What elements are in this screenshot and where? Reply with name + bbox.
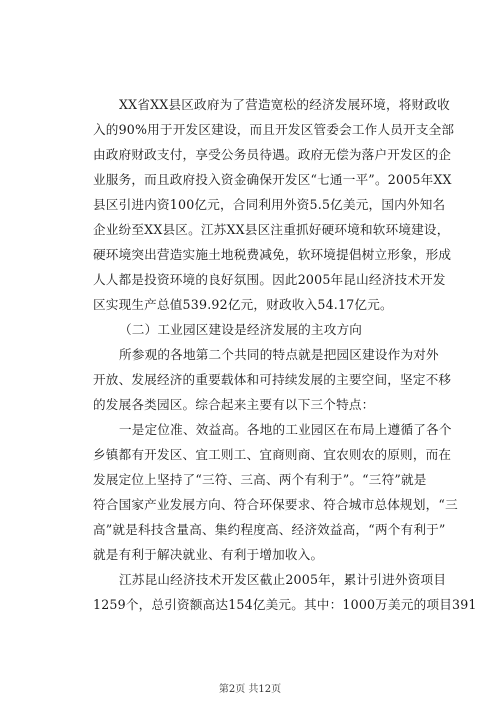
text-line: 江苏昆山经济技术开发区截止2005年，累计引进外资项目 (119, 572, 447, 587)
text-line: （二）工业园区建设是经济发展的主攻方向 (119, 322, 363, 337)
text-line: 区实现生产总值539.92亿元，财政收入54.17亿元。 (93, 297, 393, 312)
text-line: 人人都是投资环境的良好氛围。因此2005年昆山经济技术开发 (93, 272, 446, 287)
text-line: 符合国家产业发展方向、符合环保要求、符合城市总体规划，“三 (93, 497, 458, 512)
page-footer: 第2页 共12页 (218, 684, 282, 695)
text-line: 一是定位准、效益高。各地的工业园区在布局上遵循了各个 (119, 422, 452, 437)
text-line: 的发展各类园区。综合起来主要有以下三个特点： (93, 397, 375, 412)
text-line: 开放、发展经济的重要载体和可持续发展的主要空间，坚定不移 (93, 372, 452, 387)
text-line: 县区引进内资100亿元，合同利用外资5.5亿美元，国内外知名 (93, 197, 446, 212)
text-line: 乡镇都有开发区、宜工则工、宜商则商、宜农则农的原则，而在 (93, 447, 452, 462)
text-line: 入的90%用于开发区建设，而且开发区管委会工作人员开支全部 (93, 122, 455, 137)
text-line: 高”就是科技含量高、集约程度高、经济效益高，“两个有利于” (93, 522, 446, 537)
body-text (93, 92, 477, 617)
text-line: 业服务，而且政府投入资金确保开发区“七通一平”。2005年XX (93, 172, 452, 187)
text-line: 1259个，总引资额高达154亿美元。其中：1000万美元的项目391 (93, 597, 477, 612)
text-line: 由政府财政支付，享受公务员待遇。政府无偿为落户开发区的企 (93, 147, 452, 162)
text-line: 企业纷至XX县区。江苏XX县区注重抓好硬环境和软环境建设， (93, 222, 450, 237)
text-line: XX省XX县区政府为了营造宽松的经济发展环境，将财政收 (119, 97, 450, 112)
text-line: 所参观的各地第二个共同的特点就是把园区建设作为对外 (119, 347, 439, 362)
text-line: 发展定位上坚持了“三符、三高、两个有利于”。“三符”就是 (93, 472, 427, 487)
text-line: 就是有利于解决就业、有利于增加收入。 (93, 547, 324, 562)
text-line: 硬环境突出营造实施土地税费减免，软环境提倡树立形象，形成 (93, 247, 452, 262)
